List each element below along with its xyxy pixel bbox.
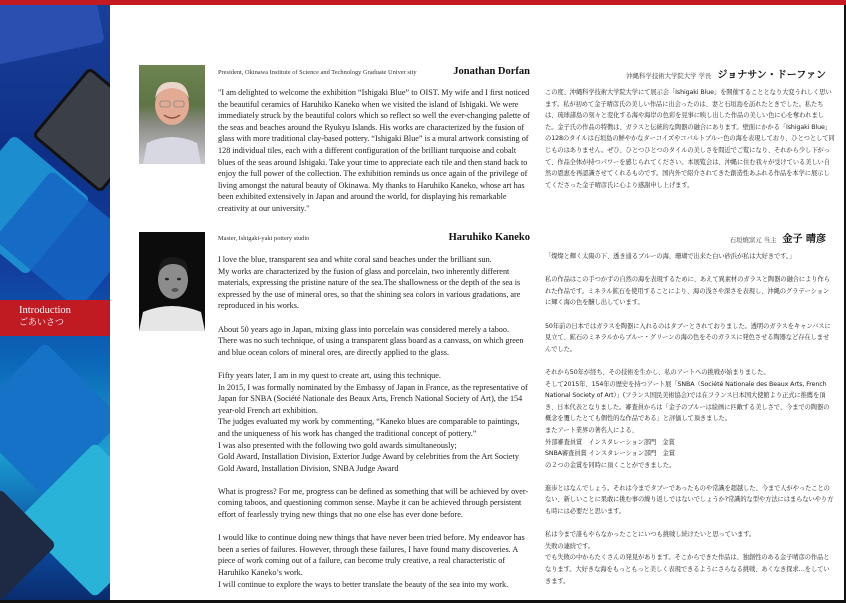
line: In 2015, I was formally nominated by the Embassy of Japan in France, as the representative of Japan for SNBA (Société Nationale des Beaux Arts, French National Society of Art), the 154 year-old French art exhibition. — [218, 382, 528, 415]
line: I would like to continue doing new things that have never been tried before. My endeavor has been a series of failures. However, through these failures, I have found many discoveries. A piece of work coming out of a failure, can become truly creative, a real characteristic of Haruhiko Kaneko’s work. — [218, 533, 525, 578]
line: My works are characterized by the fusion of glass and porcelain, two inherently different materials, expressing the pristine nature of the sea.The shallowness or the depth of the sea is expressed by the use of mineral ores, so that the shining sea colors in various gradations, are reproduced in his works. — [218, 266, 521, 311]
kaneko-paragraph-en — [218, 254, 530, 312]
line: でも失敗の中からたくさんの発見があります。そこからできた作品は、独創性のある金子晴彦の作品となります。大好きな海をもっともっと美しく表現できるようにさらなる挑戦、あくなき探求…をしていきます。 — [545, 554, 830, 585]
line: About 50 years ago in Japan, mixing glass into porcelain was considered merely a taboo. — [218, 324, 510, 334]
line: Fifty years later, I am in my quest to create art, using this technique. — [218, 370, 441, 380]
dorfan-role-ja: 沖縄科学技術大学院大学 学長 — [626, 72, 712, 80]
kaneko-message-ja — [545, 251, 835, 587]
portrait-1-illustration — [139, 65, 205, 164]
line: What is progress? For me, progress can be defined as something that will be achieved by over-coming taboos, and questioning common sense. Maybe it can be achieved through persistent effort of fearlessly trying new things that no one else has ever done before. — [218, 486, 529, 520]
line: それから50年が経ち、その技術を生かし、私のアートへの挑戦が始まりました。 — [545, 368, 770, 376]
kaneko-paragraph-en — [218, 486, 530, 521]
award-line: 外部審査員賞 インスタレーション部門 金賞 — [545, 438, 675, 446]
kaneko-name-ja: 金子 晴彦 — [782, 234, 826, 245]
dorfan-message-en — [218, 87, 530, 215]
top-accent-bar — [0, 0, 846, 5]
kaneko-role-en: Master, Ishigaki-yaki pottery studio — [218, 235, 310, 242]
ceramic-tile-photo — [0, 5, 110, 600]
line: 私は今まで誰もやらなかったことにいつも挑戦し続けたいと思っています。 — [545, 531, 756, 539]
line: I was also presented with the following two gold awards simultaneously; — [218, 440, 457, 450]
section-label — [0, 300, 110, 336]
line: There was no such technique, of using a transparent glass board as a canvass, on which green and blue ocean colors of mineral ores, are directly applied to the glass. — [218, 336, 524, 357]
line: I love the blue, transparent sea and white coral sand beaches under the brilliant sun. — [218, 255, 492, 264]
kaneko-paragraph-ja — [545, 529, 835, 587]
dorfan-message-ja — [545, 87, 835, 191]
kaneko-paragraph-en — [218, 370, 530, 474]
award-line: Gold Award, Installation Division, Exterior Judge Award by celebrities from the Art Society — [218, 452, 519, 462]
kaneko-role-ja: 石垣焼窯元 当主 — [729, 236, 777, 244]
kaneko-name-en: Haruhiko Kaneko — [448, 232, 530, 243]
kaneko-paragraph-ja — [545, 251, 835, 263]
kaneko-paragraph-ja — [545, 367, 835, 471]
section-label-en: Introduction — [19, 305, 71, 316]
award-line: SNBA審査員賞 インスタレーション部門 金賞 — [545, 450, 675, 458]
kaneko-paragraph-ja — [545, 483, 835, 518]
line: の２つの金賞を同時に頂くことができました。 — [545, 461, 676, 469]
portrait-jonathan-dorfan — [139, 65, 205, 164]
tile-shape — [0, 5, 105, 67]
dorfan-role-en: President, Okinawa Institute of Science and Technology Graduate Univer sity — [218, 69, 417, 76]
portrait-2-illustration — [139, 232, 205, 331]
line: 失敗の連続です。 — [545, 542, 595, 550]
award-line: Gold Award, Installation Division, SNBA Judge Award — [218, 463, 399, 473]
dorfan-header-en — [218, 66, 530, 77]
dorfan-message-en-text: "I am delighted to welcome the exhibition “Ishigaki Blue” to OIST. My wife and I first noticed the beautiful ceramics of Haruhiko Kaneko when we visited the island of Ishigaki. We were immediately struck by the beautiful colors which so reflect so well the ever-changing palette of the seas and beaches around the Ryukyu Islands. His works are characterized by the fusion of glass with more traditional clay-based pottery. “Ishigaki Blue” is a mural artwork consisting of 128 individual tiles, each with a different configuration of the brilliant turquoise and cobalt blues of the seas around Ishigaki. Take your time to appreciate each tile and then stand back to enjoy the full power of the collection. The exhibition reminds us once again of the privilege of living amongst the natural beauty of Okinawa. My thanks to Haruhiko Kaneko, whose art has been exhibited extensively in Japan and around the world, for displaying his remarkable creativity at our university." — [218, 88, 530, 213]
kaneko-paragraph-en — [218, 532, 530, 590]
section-label-ja: ごあいさつ — [19, 318, 65, 328]
line: 私の作品はこの手つかずの自然の海を表現するために、あえて異素材のガラスと陶器の融合により作られた作品です。ミネラル鉱石を使用することにより、海の浅さや深さを表現し、沖縄のグラデーションに輝く海の色を醸し出しています。 — [545, 276, 830, 307]
dorfan-name-en: Jonathan Dorfan — [453, 66, 530, 77]
kaneko-paragraph-en — [218, 324, 530, 359]
line: 「燦燦と輝く太陽の下、透き通るブルーの海、珊瑚で出来た白い砂浜が私は大好きです。」 — [545, 253, 796, 260]
portrait-haruhiko-kaneko — [139, 232, 205, 331]
dorfan-name-ja: ジョナサン・ドーファン — [717, 70, 826, 81]
kaneko-paragraph-ja — [545, 274, 835, 309]
line: The judges evaluated my work by commenting, “Kaneko blues are comparable to paintings, and the uniqueness of his work has changed the traditional concept of pottery.” — [218, 417, 520, 438]
dorfan-message-ja-text: この度、沖縄科学技術大学院大学にて展示会「Ishigaki Blue」を開催することとなり大変うれしく思います。私が初めて金子晴彦氏の美しい作品に出会ったのは、妻と石垣島を訪れたときでした。私たちは、琉球諸島の刻々と変化する海や海岸の色彩を見事に映し出した作品の美しい色に心を奪われました。金子氏の作品の特徴は、ガラスと伝統的な陶器の融合にあります。壁面にかかる「Ishigaki Blue」の128のタイルは石垣島の鮮やかなターコイズやコバルトブルー色の海を表現しており、ひとつとして同じものはありません。ぜひ、ひとつひとつのタイルの美しさを間近でご覧になり、それから少し下がって、作品全体が持つパワーを感じられてください。本展覧会は、沖縄に住む我々が受けている美しい自然の恩恵を再認識させてくれるものです。国内外で紹介されてきた創造性あふれる作品を本学に展示してくださった金子晴彦氏に心より感謝申し上げます。 — [545, 89, 835, 189]
kaneko-header-ja — [730, 230, 826, 245]
line: I will continue to explore the ways to better translate the beauty of the sea into my work. — [218, 579, 509, 589]
line: またアート業界の著名人による、 — [545, 426, 638, 434]
kaneko-header-en — [218, 232, 530, 243]
line: そして2015年、154年の歴史を持つアート展「SNBA（Société Nationale des Beaux Arts, French National Society of Art）」(フランス国民美術協会)では在フランス日本国大使館より正式に推薦を頂き、日本代表となりました。審査員からは「金子のブルーは絵画に匹敵する美しさで、今までの陶器の概念を覆したとても個性的な作品である」と評価して頂きました。 — [545, 380, 830, 423]
dorfan-header-ja — [626, 66, 826, 81]
line: 進歩とはなんでしょう。それは今までタブーであったものや常識を超越した、今まで人がやったことのない、新しいことに果敢に挑む事の繰り返しではないでしょうか?常識的な型や方法にはまらないやり方も時には必要だと思います。 — [545, 484, 834, 516]
line: 50年前の日本ではガラスを陶器に入れるのはタブーとされておりました。透明のガラスをキャンバスに見立て、鉱石のミネラルからブルー・グリーンの海の色をそのガラスに発色させる陶器など存在しませんでした。 — [545, 322, 831, 353]
kaneko-paragraph-ja — [545, 321, 835, 356]
kaneko-message-en — [218, 254, 530, 590]
